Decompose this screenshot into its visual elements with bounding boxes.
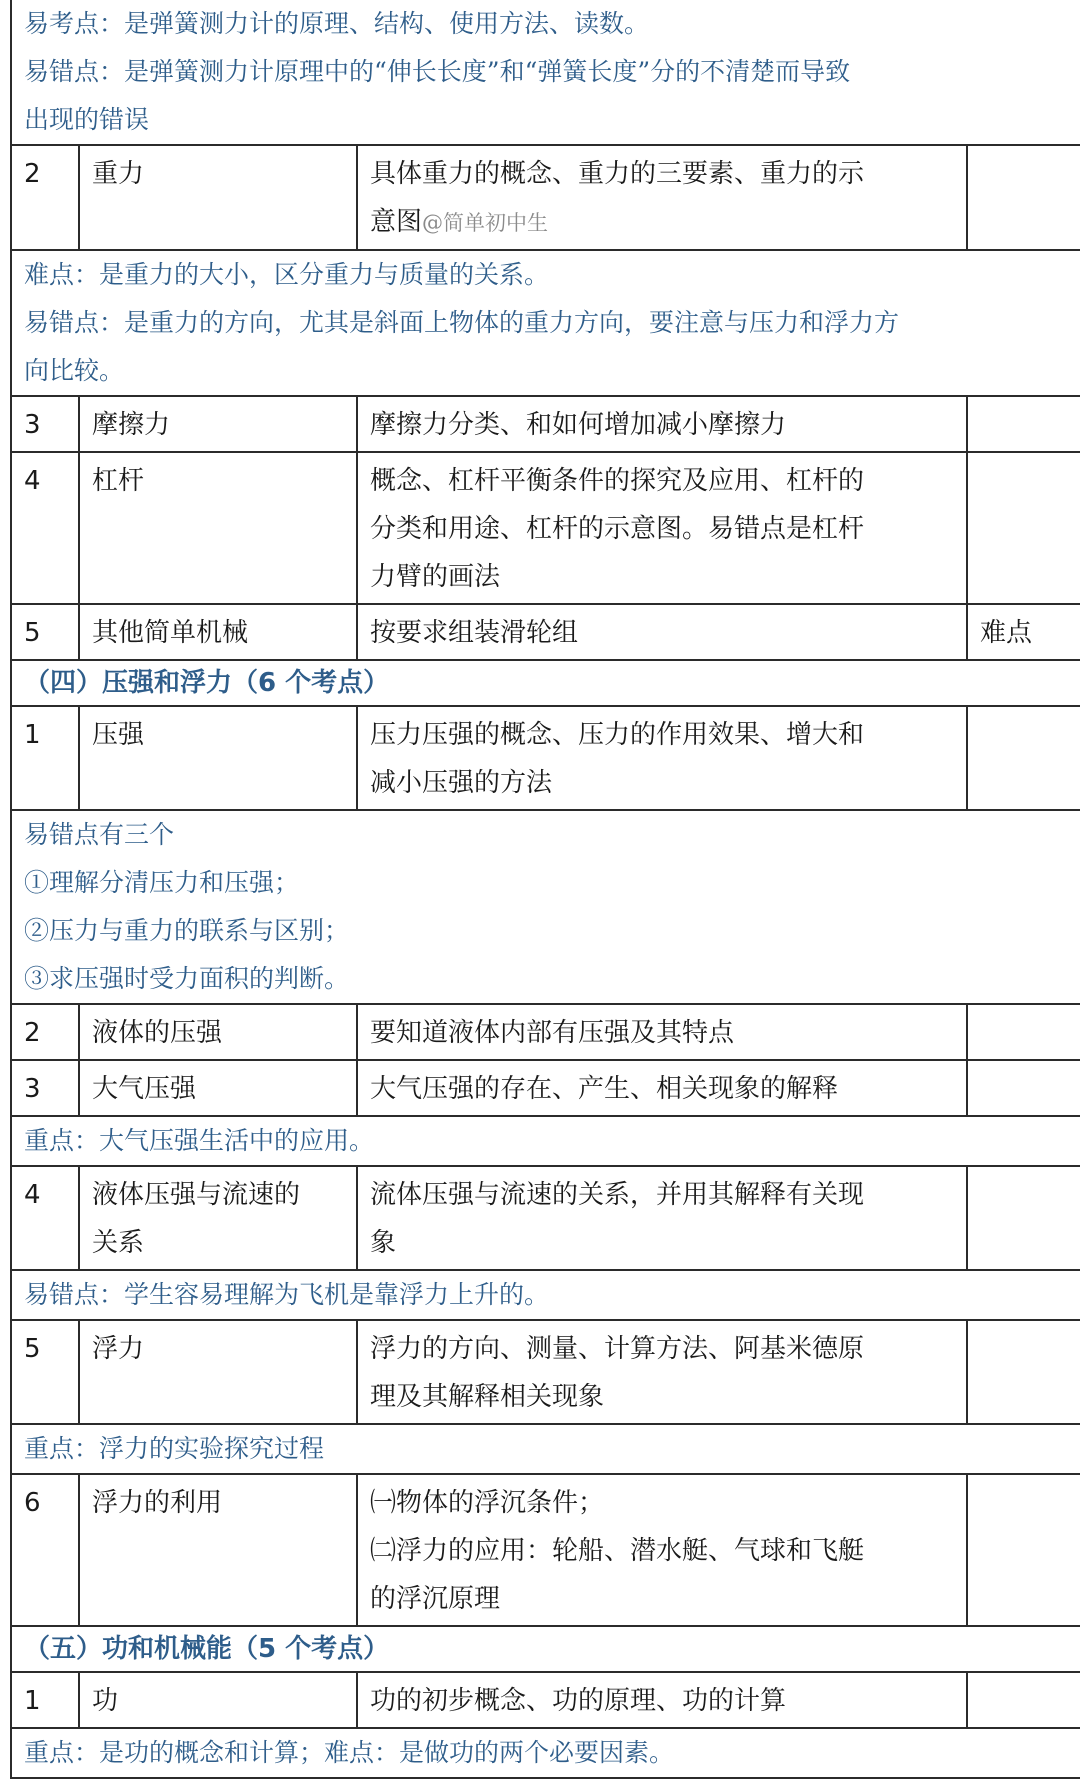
note-line: 易错点：是重力的方向，尤其是斜面上物体的重力方向，要注意与压力和浮力方 bbox=[24, 308, 900, 337]
table-row bbox=[11, 1320, 1080, 1424]
topic-name: 重力 bbox=[79, 145, 357, 250]
table-row bbox=[11, 452, 1080, 604]
content-line: 力臂的画法 bbox=[370, 562, 501, 592]
content-line: 流体压强与流速的关系，并用其解释有关现 bbox=[370, 1180, 865, 1210]
note-line: 易考点：是弹簧测力计的原理、结构、使用方法、读数。 bbox=[24, 9, 650, 38]
row-number: 5 bbox=[11, 1320, 79, 1424]
topic-name-line: 关系 bbox=[92, 1228, 145, 1258]
topic-content bbox=[357, 1474, 967, 1626]
topic-name: 摩擦力 bbox=[79, 396, 357, 452]
note-line: ①理解分清压力和压强； bbox=[24, 868, 300, 897]
row-number: 2 bbox=[11, 1004, 79, 1060]
note-buoyancy bbox=[11, 1424, 1080, 1474]
table-row bbox=[11, 396, 1080, 452]
content-line: 大气压强的存在、产生、相关现象的解释 bbox=[370, 1074, 839, 1104]
topic-name: 浮力的利用 bbox=[79, 1474, 357, 1626]
row-number: 1 bbox=[11, 706, 79, 810]
topic-content bbox=[357, 452, 967, 604]
table-row bbox=[11, 145, 1080, 250]
content-line: ㈡浮力的应用：轮船、潜水艇、气球和飞艇 bbox=[370, 1536, 865, 1566]
table-row bbox=[11, 604, 1080, 660]
content-text: 意图 bbox=[370, 207, 423, 237]
remark-cell bbox=[967, 1166, 1080, 1270]
note-pressure bbox=[11, 810, 1080, 1004]
note-line: ③求压强时受力面积的判断。 bbox=[24, 964, 350, 993]
remark-cell bbox=[967, 1060, 1080, 1116]
table-row bbox=[11, 706, 1080, 810]
table-row bbox=[11, 1474, 1080, 1626]
content-line: ㈠物体的浮沉条件； bbox=[370, 1488, 605, 1518]
row-number: 1 bbox=[11, 1672, 79, 1728]
topic-name: 液体的压强 bbox=[79, 1004, 357, 1060]
knowledge-table bbox=[10, 0, 1080, 1779]
note-line: 易错点：是弹簧测力计原理中的“伸长长度”和“弹簧长度”分的不清楚而导致 bbox=[24, 57, 851, 86]
note-atmospheric bbox=[11, 1116, 1080, 1166]
content-line: 分类和用途、杠杆的示意图。易错点是杠杆 bbox=[370, 514, 865, 544]
topic-content bbox=[357, 706, 967, 810]
topic-name: 浮力 bbox=[79, 1320, 357, 1424]
table-row bbox=[11, 1060, 1080, 1116]
topic-name: 杠杆 bbox=[79, 452, 357, 604]
note-line: 重点：大气压强生活中的应用。 bbox=[24, 1126, 375, 1155]
row-number: 3 bbox=[11, 396, 79, 452]
remark-cell bbox=[967, 145, 1080, 250]
remark-cell bbox=[967, 1320, 1080, 1424]
section-heading-work-energy: （五）功和机械能（5 个考点） bbox=[11, 1626, 1080, 1672]
topic-name: 压强 bbox=[79, 706, 357, 810]
content-line: 摩擦力分类、和如何增加减小摩擦力 bbox=[370, 410, 787, 440]
content-line: 概念、杠杆平衡条件的探究及应用、杠杆的 bbox=[370, 466, 865, 496]
row-number: 4 bbox=[11, 452, 79, 604]
topic-name-line: 液体压强与流速的 bbox=[92, 1180, 301, 1210]
note-fluid bbox=[11, 1270, 1080, 1320]
note-gravity bbox=[11, 250, 1080, 396]
topic-content bbox=[357, 1060, 967, 1116]
content-line: 压力压强的概念、压力的作用效果、增大和 bbox=[370, 720, 865, 750]
topic-content bbox=[357, 1166, 967, 1270]
remark-cell bbox=[967, 1474, 1080, 1626]
note-line: 向比较。 bbox=[24, 356, 125, 385]
note-line: 出现的错误 bbox=[24, 105, 150, 134]
content-line: 具体重力的概念、重力的三要素、重力的示 bbox=[370, 159, 865, 189]
content-line: 功的初步概念、功的原理、功的计算 bbox=[370, 1686, 787, 1716]
remark-cell bbox=[967, 706, 1080, 810]
table-row bbox=[11, 1672, 1080, 1728]
remark-cell: 难点 bbox=[967, 604, 1080, 660]
content-line: 的浮沉原理 bbox=[370, 1584, 501, 1614]
note-work bbox=[11, 1728, 1080, 1778]
table-row bbox=[11, 1004, 1080, 1060]
topic-content bbox=[357, 396, 967, 452]
topic-name: 大气压强 bbox=[79, 1060, 357, 1116]
topic-name: 其他简单机械 bbox=[79, 604, 357, 660]
row-number: 5 bbox=[11, 604, 79, 660]
note-spring-scale bbox=[11, 0, 1080, 145]
row-number: 2 bbox=[11, 145, 79, 250]
topic-content bbox=[357, 1320, 967, 1424]
topic-content bbox=[357, 1672, 967, 1728]
content-line bbox=[370, 198, 954, 247]
watermark: @简单初中生 bbox=[422, 211, 549, 235]
content-line: 象 bbox=[370, 1228, 397, 1258]
section-heading-pressure-buoyancy: （四）压强和浮力（6 个考点） bbox=[11, 660, 1080, 706]
note-line: 易错点有三个 bbox=[24, 820, 175, 849]
remark-cell bbox=[967, 1672, 1080, 1728]
note-line: 易错点：学生容易理解为飞机是靠浮力上升的。 bbox=[24, 1280, 550, 1309]
topic-name: 功 bbox=[79, 1672, 357, 1728]
note-line: ②压力与重力的联系与区别； bbox=[24, 916, 350, 945]
topic-content bbox=[357, 604, 967, 660]
note-line: 重点：浮力的实验探究过程 bbox=[24, 1434, 325, 1463]
topic-name bbox=[79, 1166, 357, 1270]
content-line: 理及其解释相关现象 bbox=[370, 1382, 605, 1412]
content-line: 要知道液体内部有压强及其特点 bbox=[370, 1018, 735, 1048]
content-line: 按要求组装滑轮组 bbox=[370, 618, 579, 648]
content-line: 减小压强的方法 bbox=[370, 768, 553, 798]
note-line: 难点：是重力的大小，区分重力与质量的关系。 bbox=[24, 260, 550, 289]
content-line: 浮力的方向、测量、计算方法、阿基米德原 bbox=[370, 1334, 865, 1364]
remark-cell bbox=[967, 1004, 1080, 1060]
row-number: 4 bbox=[11, 1166, 79, 1270]
note-line: 重点：是功的概念和计算；难点：是做功的两个必要因素。 bbox=[24, 1738, 675, 1767]
row-number: 6 bbox=[11, 1474, 79, 1626]
topic-content bbox=[357, 145, 967, 250]
remark-cell bbox=[967, 396, 1080, 452]
table-row bbox=[11, 1166, 1080, 1270]
topic-content bbox=[357, 1004, 967, 1060]
row-number: 3 bbox=[11, 1060, 79, 1116]
remark-cell bbox=[967, 452, 1080, 604]
